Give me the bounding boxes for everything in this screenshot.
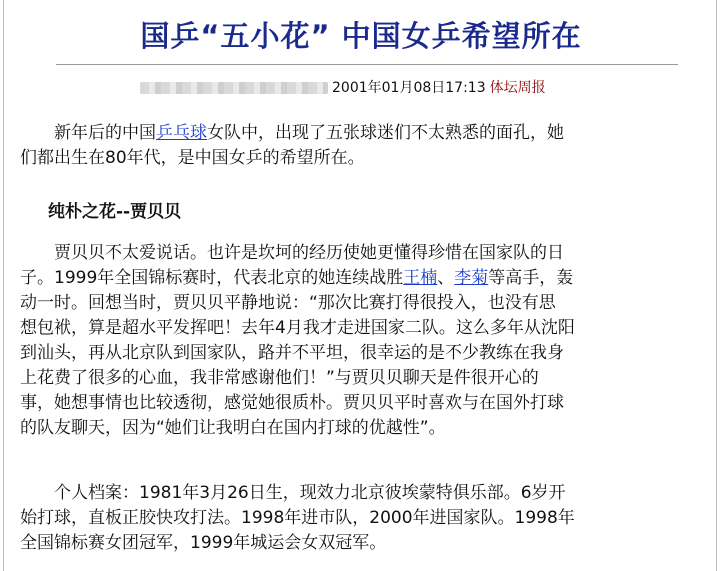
headline-divider bbox=[56, 64, 678, 65]
paragraph-line: 到汕头，再从北京队到国家队，路并不平坦，很幸运的是不少教练在我身 bbox=[20, 343, 564, 363]
paragraph-line: 上花费了很多的心血，我非常感谢他们！”与贾贝贝聊天是件很开心的 bbox=[20, 368, 539, 388]
source-label: 体坛周报 bbox=[489, 80, 546, 96]
paragraph-line: 动一时。回想当时，贾贝贝平静地说：“那次比赛打得很投入，也没有思 bbox=[20, 293, 556, 313]
paragraph-line: 想包袱，算是超水平发挥吧！去年4月我才走进国家二队。这么多年从沈阳 bbox=[20, 318, 575, 338]
link-wang-nan[interactable]: 王楠 bbox=[403, 268, 438, 288]
paragraph-line: 个人档案：1981年3月26日生，现效力北京彼埃蒙特俱乐部。6岁开 bbox=[54, 483, 566, 503]
paragraph-line: 们都出生在80年代，是中国女乒的希望所在。 bbox=[20, 148, 365, 168]
article-frame bbox=[3, 0, 717, 571]
paragraph-line: 子。1999年全国锦标赛时，代表北京的她连续战胜王楠、李菊等高手，轰 bbox=[20, 268, 574, 288]
blurred-author-region bbox=[140, 82, 328, 94]
paragraph-line: 贾贝贝不太爱说话。也许是坎坷的经历使她更懂得珍惜在国家队的日 bbox=[54, 243, 564, 263]
publish-datetime: 2001年01月08日17:13 bbox=[332, 80, 486, 96]
story-paragraph bbox=[20, 241, 700, 441]
paragraph-line: 始打球，直板正胶快攻打法。1998年进市队，2000年进国家队。1998年 bbox=[20, 508, 575, 528]
paragraph-line: 事，她想事情也比较透彻，感觉她很质朴。贾贝贝平时喜欢与在国外打球 bbox=[20, 393, 564, 413]
intro-paragraph bbox=[20, 121, 700, 171]
article-headline: 国乒“五小花” 中国女乒希望所在 bbox=[140, 19, 582, 53]
article-byline bbox=[140, 78, 546, 98]
section-heading: 纯朴之花--贾贝贝 bbox=[48, 202, 182, 222]
paragraph-line: 的队友聊天，因为“她们让我明白在国内打球的优越性”。 bbox=[20, 418, 446, 438]
profile-paragraph bbox=[20, 481, 700, 556]
paragraph-line: 全国锦标赛女团冠军，1999年城运会女双冠军。 bbox=[20, 533, 387, 553]
paragraph-line: 新年后的中国乒乓球女队中，出现了五张球迷们不太熟悉的面孔，她 bbox=[54, 123, 564, 143]
link-pingpong[interactable]: 乒乓球 bbox=[156, 123, 207, 143]
link-li-ju[interactable]: 李菊 bbox=[454, 268, 489, 288]
